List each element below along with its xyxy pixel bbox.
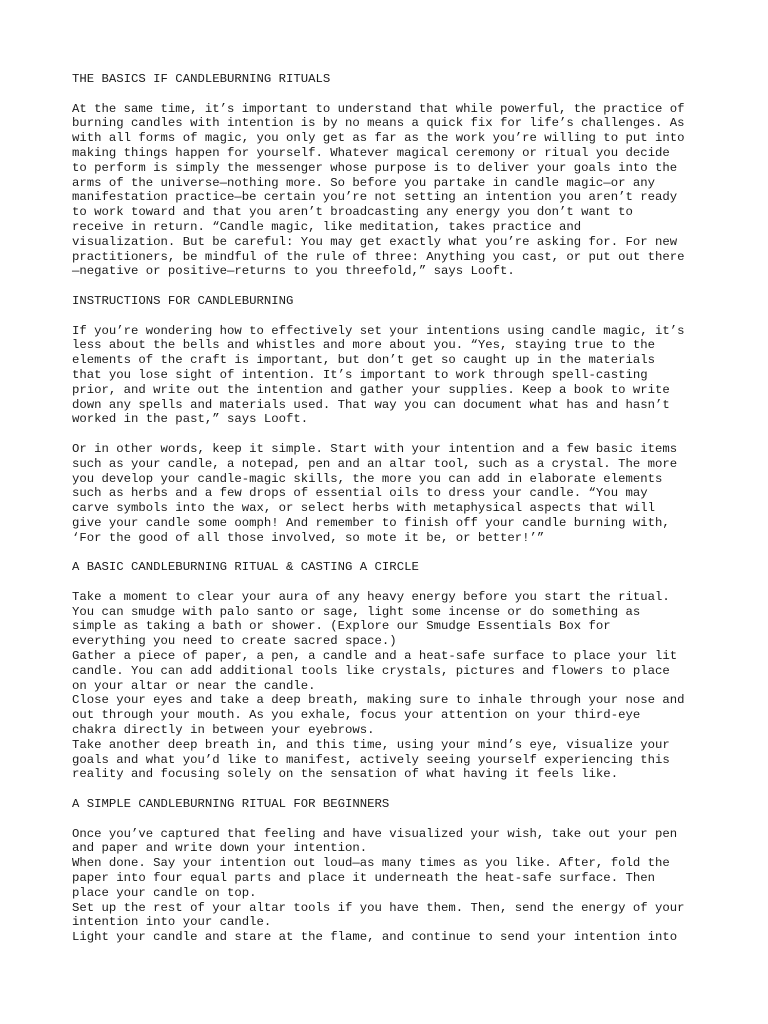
text-line: Set up the rest of your altar tools if you have them. Then, send the energy of your [72, 900, 685, 915]
text-line: on your altar or near the candle. [72, 678, 316, 693]
section-heading-simple-ritual: A SIMPLE CANDLEBURNING RITUAL FOR BEGINNERS [72, 797, 390, 812]
text-line: give your candle some oomph! And remember to finish off your candle burning with, [72, 515, 670, 530]
text-line: Once you’ve captured that feeling and have visualized your wish, take out your pen [72, 826, 678, 841]
text-line: elements of the craft is important, but don’t get so caught up in the materials [72, 353, 655, 368]
text-line: Take another deep breath in, and this time, using your mind’s eye, visualize your [72, 737, 670, 752]
text-line: ‘For the good of all those involved, so mote it be, or better!’” [72, 530, 545, 545]
document-page [72, 72, 712, 960]
text-line: candle. You can add additional tools like crystals, pictures and flowers to place [72, 663, 670, 678]
text-line: simple as taking a bath or shower. (Explore our Smudge Essentials Box for [72, 619, 611, 634]
text-line: practitioners, be mindful of the rule of three: Anything you cast, or put out there [72, 249, 685, 264]
paragraph [72, 324, 712, 428]
text-line: chakra directly in between your eyebrows. [72, 723, 375, 738]
text-line: manifestation practice—be certain you’re not setting an intention you aren’t ready [72, 190, 678, 205]
text-line: receive in return. “Candle magic, like meditation, takes practice and [72, 219, 582, 234]
text-line: that you lose sight of intention. It’s important to work through spell-casting [72, 367, 648, 382]
text-line: with all forms of magic, you only get as far as the work you’re willing to put into [72, 131, 685, 146]
text-line: such as herbs and a few drops of essential oils to dress your candle. “You may [72, 486, 648, 501]
paragraph [72, 590, 712, 782]
text-line: you develop your candle-magic skills, the more you can add in elaborate elements [72, 471, 663, 486]
text-line: You can smudge with palo santo or sage, light some incense or do something as [72, 604, 641, 619]
text-line: intention into your candle. [72, 915, 272, 930]
text-line: less about the bells and whistles and more about you. “Yes, staying true to the [72, 338, 655, 353]
text-line: burning candles with intention is by no means a quick fix for life’s challenges. As [72, 116, 685, 131]
text-line: prior, and write out the intention and gather your supplies. Keep a book to write [72, 382, 670, 397]
text-line: carve symbols into the wax, or select herbs with metaphysical aspects that will [72, 501, 655, 516]
paragraph [72, 102, 712, 280]
text-line: goals and what you’d like to manifest, actively seeing yourself experiencing this [72, 752, 670, 767]
paragraph [72, 442, 712, 546]
text-line: arms of the universe—nothing more. So before you partake in candle magic—or any [72, 175, 655, 190]
text-line: such as your candle, a notepad, pen and an altar tool, such as a crystal. The more [72, 456, 678, 471]
text-line: place your candle on top. [72, 885, 257, 900]
text-line: Take a moment to clear your aura of any heavy energy before you start the ritual. [72, 589, 670, 604]
text-line: and paper and write down your intention. [72, 841, 368, 856]
section-heading-basic-ritual: A BASIC CANDLEBURNING RITUAL & CASTING A CIRCLE [72, 560, 419, 575]
text-line: visualization. But be careful: You may get exactly what you’re asking for. For new [72, 234, 678, 249]
paragraph [72, 827, 712, 945]
text-line: Gather a piece of paper, a pen, a candle and a heat-safe surface to place your lit [72, 649, 678, 664]
text-line: Light your candle and stare at the flame, and continue to send your intention into [72, 930, 678, 945]
text-line: —negative or positive—returns to you threefold,” says Looft. [72, 264, 515, 279]
text-line: At the same time, it’s important to understand that while powerful, the practice of [72, 101, 685, 116]
text-line: paper into four equal parts and place it underneath the heat-safe surface. Then [72, 871, 655, 886]
text-line: making things happen for yourself. Whatever magical ceremony or ritual you decide [72, 145, 670, 160]
text-line: When done. Say your intention out loud—as many times as you like. After, fold the [72, 856, 670, 871]
text-line: everything you need to create sacred space.) [72, 634, 397, 649]
section-heading-instructions: INSTRUCTIONS FOR CANDLEBURNING [72, 293, 294, 308]
text-line: Close your eyes and take a deep breath, making sure to inhale through your nose and [72, 693, 685, 708]
text-line: to perform is simply the messenger whose purpose is to deliver your goals into the [72, 160, 678, 175]
text-line: reality and focusing solely on the sensation of what having it feels like. [72, 767, 619, 782]
text-line: down any spells and materials used. That way you can document what has and hasn’t [72, 397, 670, 412]
text-line: Or in other words, keep it simple. Start with your intention and a few basic items [72, 441, 678, 456]
text-line: If you’re wondering how to effectively set your intentions using candle magic, it’s [72, 323, 685, 338]
text-line: to work toward and that you aren’t broadcasting any energy you don’t want to [72, 205, 633, 220]
text-line: worked in the past,” says Looft. [72, 412, 309, 427]
section-heading-basics: THE BASICS IF CANDLEBURNING RITUALS [72, 72, 331, 86]
text-line: out through your mouth. As you exhale, focus your attention on your third-eye [72, 708, 641, 723]
